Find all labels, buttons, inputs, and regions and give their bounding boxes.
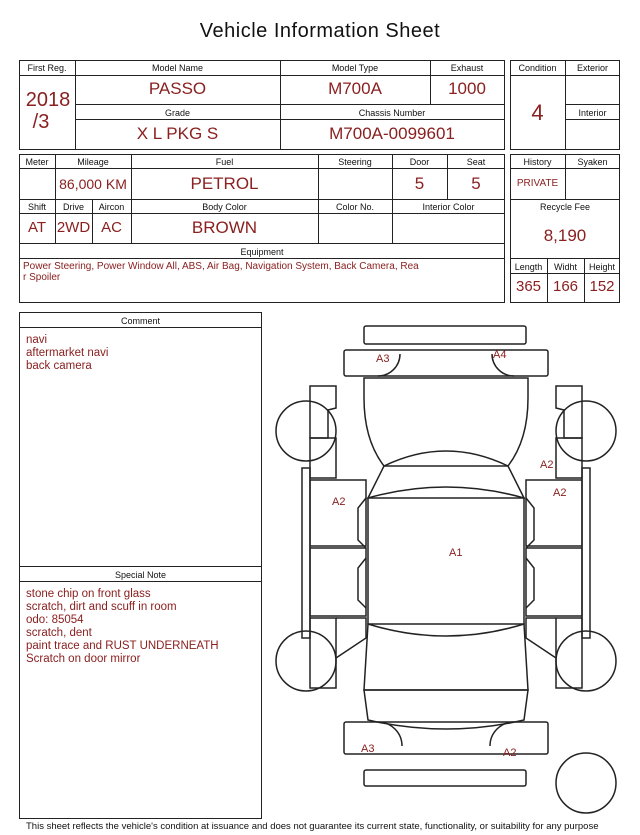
mark-right-front-door: A2 — [553, 487, 567, 499]
wheel-front-left — [276, 401, 336, 461]
label-recycle-fee: Recycle Fee — [539, 202, 591, 212]
label-first-reg: First Reg. — [27, 63, 67, 73]
first-reg-month: /3 — [32, 111, 50, 133]
left-front-pillar — [310, 438, 336, 478]
label-condition: Condition — [518, 63, 557, 73]
mark-front-left: A3 — [376, 353, 390, 365]
car-damage-diagram — [266, 318, 636, 818]
left-sill — [302, 468, 310, 638]
seat-value: 5 — [471, 174, 481, 193]
height-value: 152 — [589, 278, 615, 295]
drive-value: 2WD — [56, 219, 91, 236]
condition-value: 4 — [531, 100, 544, 125]
label-body-color: Body Color — [202, 202, 247, 212]
label-comment: Comment — [120, 316, 160, 326]
label-width: Widht — [553, 262, 577, 272]
label-steering: Steering — [338, 157, 372, 167]
left-front-fender — [310, 386, 336, 438]
label-door: Door — [409, 157, 430, 167]
aircon-value: AC — [101, 219, 122, 236]
mark-roof: A1 — [449, 547, 463, 559]
width-value: 166 — [552, 278, 579, 295]
label-interior: Interior — [578, 108, 607, 118]
label-shift: Shift — [27, 202, 46, 212]
model-type-value: M700A — [328, 79, 382, 98]
fuel-value: PETROL — [190, 174, 259, 193]
left-rear-quarter — [310, 618, 336, 688]
sheet-title: Vehicle Information Sheet — [199, 20, 441, 42]
label-drive: Drive — [62, 202, 84, 212]
history-value: PRIVATE — [516, 178, 559, 189]
mark-front-right: A4 — [493, 349, 507, 361]
wheel-rear-left — [276, 631, 336, 691]
rear-bumper-bar — [364, 770, 526, 786]
special-note-text: stone chip on front glass scratch, dirt and scuff in room odo: 85054 scratch, dent paint trace and RUST UNDERNEATH Scratch on door mirror — [26, 588, 219, 665]
rear-bumper — [344, 722, 548, 754]
label-history: History — [523, 157, 552, 167]
label-syaken: Syaken — [577, 157, 608, 167]
mileage-value: 86,000 KM — [59, 176, 127, 192]
mark-rear-right: A2 — [503, 747, 517, 759]
right-front-fender — [556, 386, 582, 438]
label-grade: Grade — [164, 108, 190, 118]
mark-rear-left: A3 — [361, 743, 375, 755]
rear-window — [364, 624, 528, 690]
shift-value: AT — [27, 219, 47, 236]
roof — [368, 498, 524, 624]
label-model-type: Model Type — [331, 63, 379, 73]
label-length: Length — [514, 262, 543, 272]
right-sill — [582, 468, 590, 638]
label-fuel: Fuel — [215, 157, 234, 167]
label-special-note: Special Note — [114, 570, 167, 580]
label-exterior: Exterior — [576, 63, 608, 73]
spare-wheel — [556, 753, 616, 813]
label-equipment: Equipment — [240, 247, 284, 257]
length-value: 365 — [515, 278, 542, 295]
wheel-rear-right — [556, 631, 616, 691]
front-bumper — [344, 350, 548, 376]
windshield — [368, 451, 524, 498]
chassis-number-value: M700A-0099601 — [329, 124, 455, 143]
label-height: Height — [588, 262, 615, 272]
right-front-pillar — [556, 438, 582, 478]
wheel-front-right — [556, 401, 616, 461]
label-meter: Meter — [25, 157, 49, 167]
grade-value: X L PKG S — [136, 124, 219, 143]
mark-left-front-door: A2 — [332, 496, 346, 508]
label-interior-color: Interior Color — [422, 202, 475, 212]
hood — [364, 378, 528, 466]
footer-disclaimer: This sheet reflects the vehicle's condition at issuance and does not guarantee its current state, functionality, or suitability for any purpose — [26, 821, 599, 832]
label-chassis-number: Chassis Number — [358, 108, 426, 118]
tailgate — [364, 690, 528, 729]
label-seat: Seat — [466, 157, 486, 167]
label-aircon: Aircon — [98, 202, 125, 212]
label-model-name: Model Name — [151, 63, 204, 73]
equipment-value: Power Steering, Power Window All, ABS, Air Bag, Navigation System, Back Camera, Rea r Spoiler — [23, 261, 419, 283]
comment-text: navi aftermarket navi back camera — [26, 334, 109, 372]
label-mileage: Mileage — [77, 157, 109, 167]
body-color-value: BROWN — [191, 218, 258, 237]
right-rear-quarter — [556, 618, 582, 688]
label-exhaust: Exhaust — [450, 63, 484, 73]
exhaust-value: 1000 — [448, 79, 486, 98]
first-reg-year: 2018 — [25, 89, 71, 111]
mark-right-front-fender: A2 — [540, 459, 554, 471]
label-color-no: Color No. — [335, 202, 374, 212]
door-value: 5 — [414, 174, 425, 193]
front-bumper-bar — [364, 326, 526, 344]
recycle-fee-value: 8,190 — [543, 226, 587, 245]
model-name-value: PASSO — [148, 79, 207, 98]
